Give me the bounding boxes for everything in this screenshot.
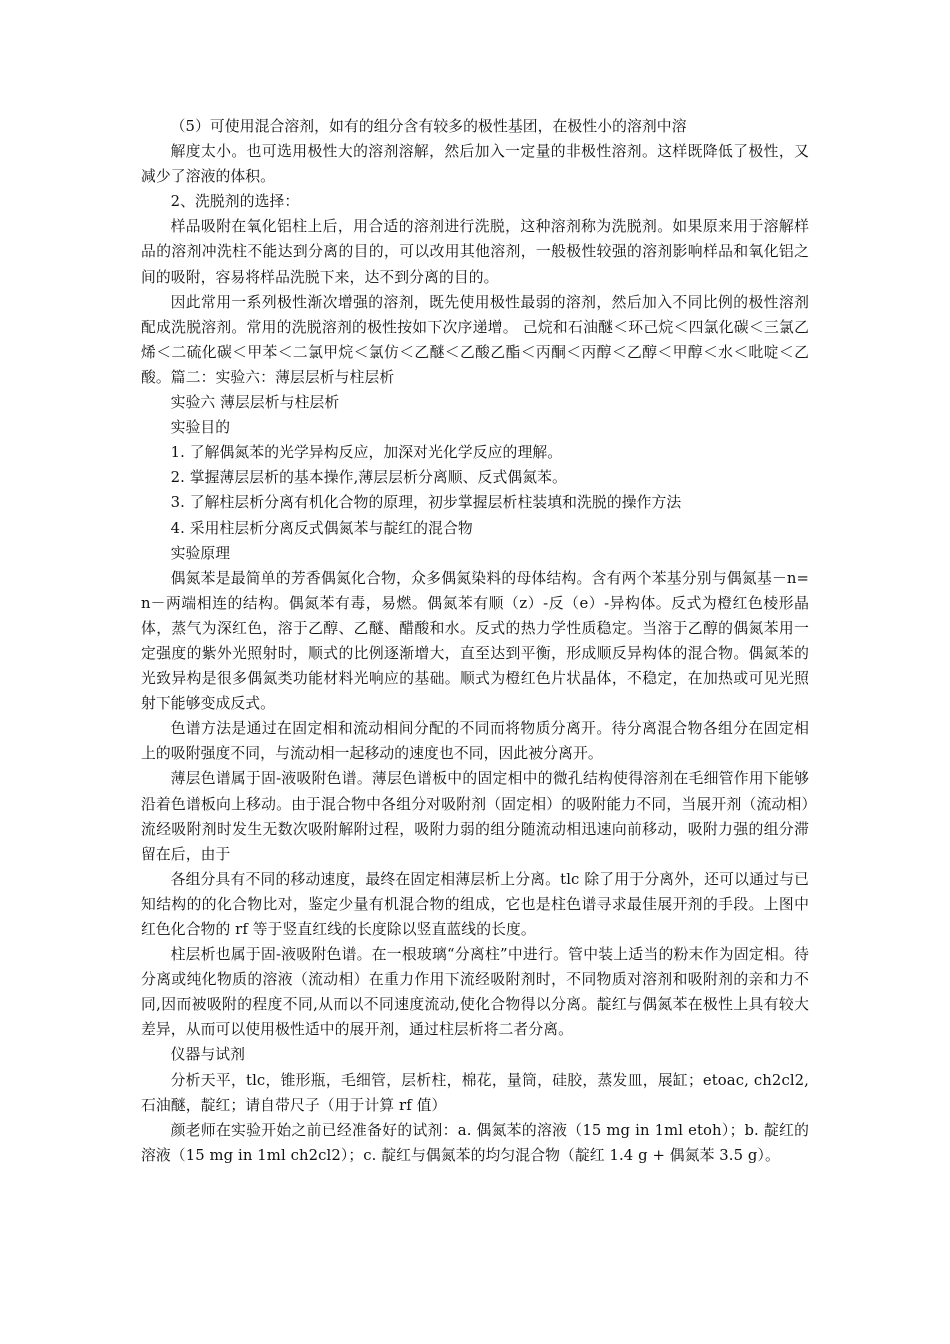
objective-item-4: 4. 采用柱层析分离反式偶氮苯与靛红的混合物 (170, 519, 473, 537)
objective-item-1: 1. 了解偶氮苯的光学异构反应，加深对光化学反应的理解。 (170, 444, 563, 462)
heading-experiment-six: 实验六 薄层层析与柱层析 (170, 394, 340, 412)
heading-principle: 实验原理 (170, 544, 231, 562)
heading-eluent-selection: 2、洗脱剂的选择： (170, 193, 300, 211)
paragraph-tlc-continued: 各组分具有不同的移动速度，最终在固定相薄层析上分离。tlc 除了用于分离外，还可以通过与已知结构的的化合物比对，鉴定少量有机混合物的组成，它也是柱色谱寻求最佳展开剂的手段。上图中红色化合物的 rf 等于竖直红线的长度除以竖直蓝线的长度。 (141, 870, 809, 938)
paragraph-tlc: 薄层色谱属于固-液吸附色谱。薄层色谱板中的固定相中的微孔结构使得溶剂在毛细管作用下能够沿着色谱板向上移动。由于混合物中各组分对吸附剂（固定相）的吸附能力不同，当展开剂（流动相）流经吸附剂时发生无数次吸附解附过程，吸附力弱的组分随流动相迅速向前移动，吸附力强的组分滞留在后，由于 (141, 770, 809, 863)
document-page (141, 114, 809, 1168)
paragraph-chromatography: 色谱方法是通过在固定相和流动相间分配的不同而将物质分离开。待分离混合物各组分在固定相上的吸附强度不同，与流动相一起移动的速度也不同，因此被分离开。 (141, 720, 809, 763)
paragraph-mixed-solvent: （5）可使用混合溶剂，如有的组分含有较多的极性基团，在极性小的溶剂中溶 (170, 118, 687, 135)
paragraph-eluent-definition: 样品吸附在氧化铝柱上后，用合适的溶剂进行洗脱，这种溶剂称为洗脱剂。如果原来用于溶解样品的溶剂冲洗柱不能达到分离的目的，可以改用其他溶剂，一般极性较强的溶剂影响样品和氧化铝之间的吸附，容易将样品洗脱下来，达不到分离的目的。 (141, 218, 809, 286)
paragraph-instrument-list: 分析天平，tlc，锥形瓶，毛细管，层析柱，棉花，量筒，硅胶，蒸发皿，展缸；etoac, ch2cl2, 石油醚，靛红；请自带尺子（用于计算 rf 值） (141, 1071, 809, 1114)
heading-objectives: 实验目的 (170, 419, 231, 437)
paragraph-column-chromatography: 柱层析也属于固-液吸附色谱。在一根玻璃“分离柱”中进行。管中装上适当的粉末作为固定相。待分离或纯化物质的溶液（流动相）在重力作用下流经吸附剂时，不同物质对溶剂和吸附剂的亲和力不同,因而被吸附的程度不同,从而以不同速度流动,使化合物得以分离。靛红与偶氮苯在极性上具有较大差异，从而可以使用极性适中的展开剂，通过柱层析将二者分离。 (141, 946, 809, 1039)
heading-instruments-reagents: 仪器与试剂 (170, 1046, 246, 1064)
paragraph-prepared-reagents: 颜老师在实验开始之前已经准备好的试剂：a. 偶氮苯的溶液（15 mg in 1ml etoh）；b. 靛红的溶液（15 mg in 1ml ch2cl2）；c. 靛红与偶氮苯的均匀混合物（靛红 1.4 g + 偶氮苯 3.5 g）。 (141, 1121, 809, 1164)
paragraph-azobenzene: 偶氮苯是最简单的芳香偶氮化合物，众多偶氮染料的母体结构。含有两个苯基分别与偶氮基－n=n－两端相连的结构。偶氮苯有毒，易燃。偶氮苯有顺（z）-反（e）-异构体。反式为橙红色棱形晶体，蒸气为深红色，溶于乙醇、乙醚、醋酸和水。反式的热力学性质稳定。当溶于乙醇的偶氮苯用一定强度的紫外光照射时，顺式的比例逐渐增大，直至达到平衡，形成顺反异构体的混合物。偶氮苯的光致异构是很多偶氮类功能材料光响应的基础。顺式为橙红色片状晶体，不稳定，在加热或可见光照射下能够变成反式。 (141, 569, 809, 713)
paragraph-eluent-polarity-order: 因此常用一系列极性渐次增强的溶剂，既先使用极性最弱的溶剂，然后加入不同比例的极性溶剂配成洗脱溶剂。常用的洗脱溶剂的极性按如下次序递增。 己烷和石油醚＜环己烷＜四氯化碳＜三氯乙烯＜二硫化碳＜甲苯＜二氯甲烷＜氯仿＜乙醚＜乙酸乙酯＜丙酮＜丙醇＜乙醇＜甲醇＜水＜吡啶＜乙酸。篇二：实验六：薄层层析与柱层析 (141, 293, 809, 386)
paragraph-solubility: 解度太小。也可选用极性大的溶剂溶解，然后加入一定量的非极性溶剂。这样既降低了极性，又减少了溶液的体积。 (141, 143, 809, 186)
objective-item-2: 2. 掌握薄层层析的基本操作,薄层层析分离顺、反式偶氮苯。 (170, 469, 567, 487)
objective-item-3: 3. 了解柱层析分离有机化合物的原理，初步掌握层析柱装填和洗脱的操作方法 (170, 494, 682, 512)
